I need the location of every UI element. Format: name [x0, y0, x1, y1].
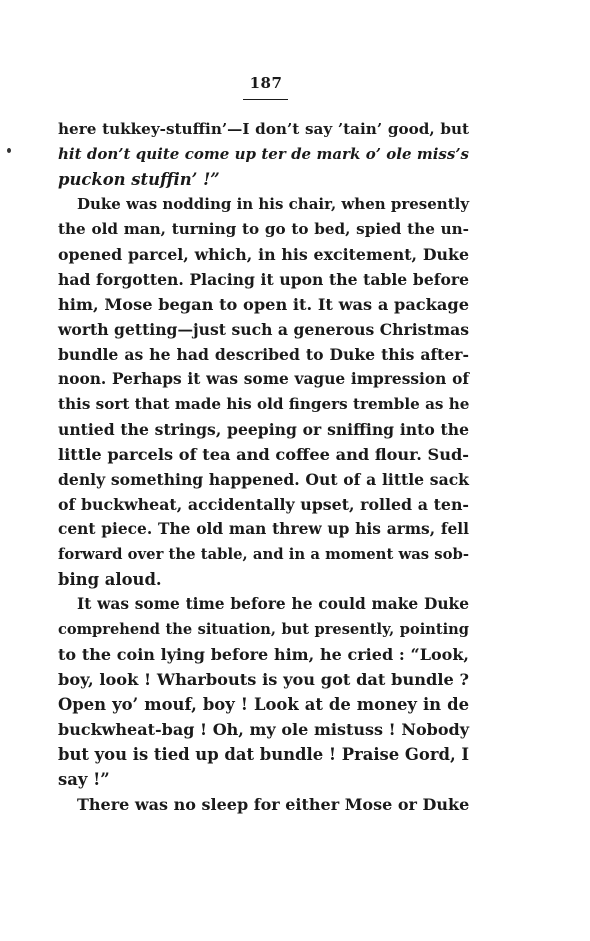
text-line: opened parcel, which, in his excitement, Duke: [58, 245, 469, 264]
text-line: worth getting—just such a generous Christmas: [58, 320, 469, 339]
text-line: buckwheat-bag ! Oh, my ole mistuss ! Nobody: [58, 720, 469, 739]
page-number-rule: [243, 99, 288, 100]
text-line: It was some time before he could make Duke: [77, 595, 469, 613]
text-line: had forgotten. Placing it upon the table before: [58, 270, 469, 289]
text-line: There was no sleep for either Mose or Duke: [77, 795, 470, 814]
text-line: denly something happened. Out of a little sack: [58, 470, 469, 489]
text-line: him, Mose began to open it. It was a package: [58, 295, 469, 314]
text-line: this sort that made his old fingers tremble as he: [58, 395, 470, 413]
text-line: Duke was nodding in his chair, when presently: [77, 195, 470, 213]
text-line: noon. Perhaps it was some vague impression of: [58, 370, 469, 388]
text-line: bundle as he had described to Duke this after-: [58, 345, 469, 364]
text-line: hit don’t quite come up ter de mark o’ ole miss’s: [58, 145, 469, 163]
text-line: of buckwheat, accidentally upset, rolled a ten-: [58, 495, 469, 514]
text-line: but you is tied up dat bundle ! Praise Gord, I: [58, 745, 470, 764]
text-line: forward over the table, and in a moment was sob-: [58, 546, 469, 563]
text-line: Open yo’ mouf, boy ! Look at de money in de: [58, 695, 469, 714]
text-line: to the coin lying before him, he cried : “Look,: [58, 645, 469, 664]
text-line: cent piece. The old man threw up his arms, fell: [58, 520, 469, 538]
text-line: untied the strings, peeping or sniffing into the: [58, 420, 469, 439]
text-line: comprehend the situation, but presently, pointing: [58, 621, 469, 638]
text-line: puckon stuffin’ !”: [58, 170, 220, 189]
text-line: the old man, turning to go to bed, spied the un-: [58, 220, 469, 238]
text-line: boy, look ! Wharbouts is you got dat bundle ?: [58, 670, 469, 689]
text-line: here tukkey-stuffin’—I don’t say ’tain’ good, but: [58, 120, 469, 138]
text-line: bing aloud.: [58, 570, 162, 589]
page-number: 187: [249, 74, 283, 92]
margin-mark: [7, 148, 11, 153]
text-line: say !”: [58, 770, 110, 789]
text-line: little parcels of tea and coffee and flour. Sud-: [58, 445, 469, 464]
